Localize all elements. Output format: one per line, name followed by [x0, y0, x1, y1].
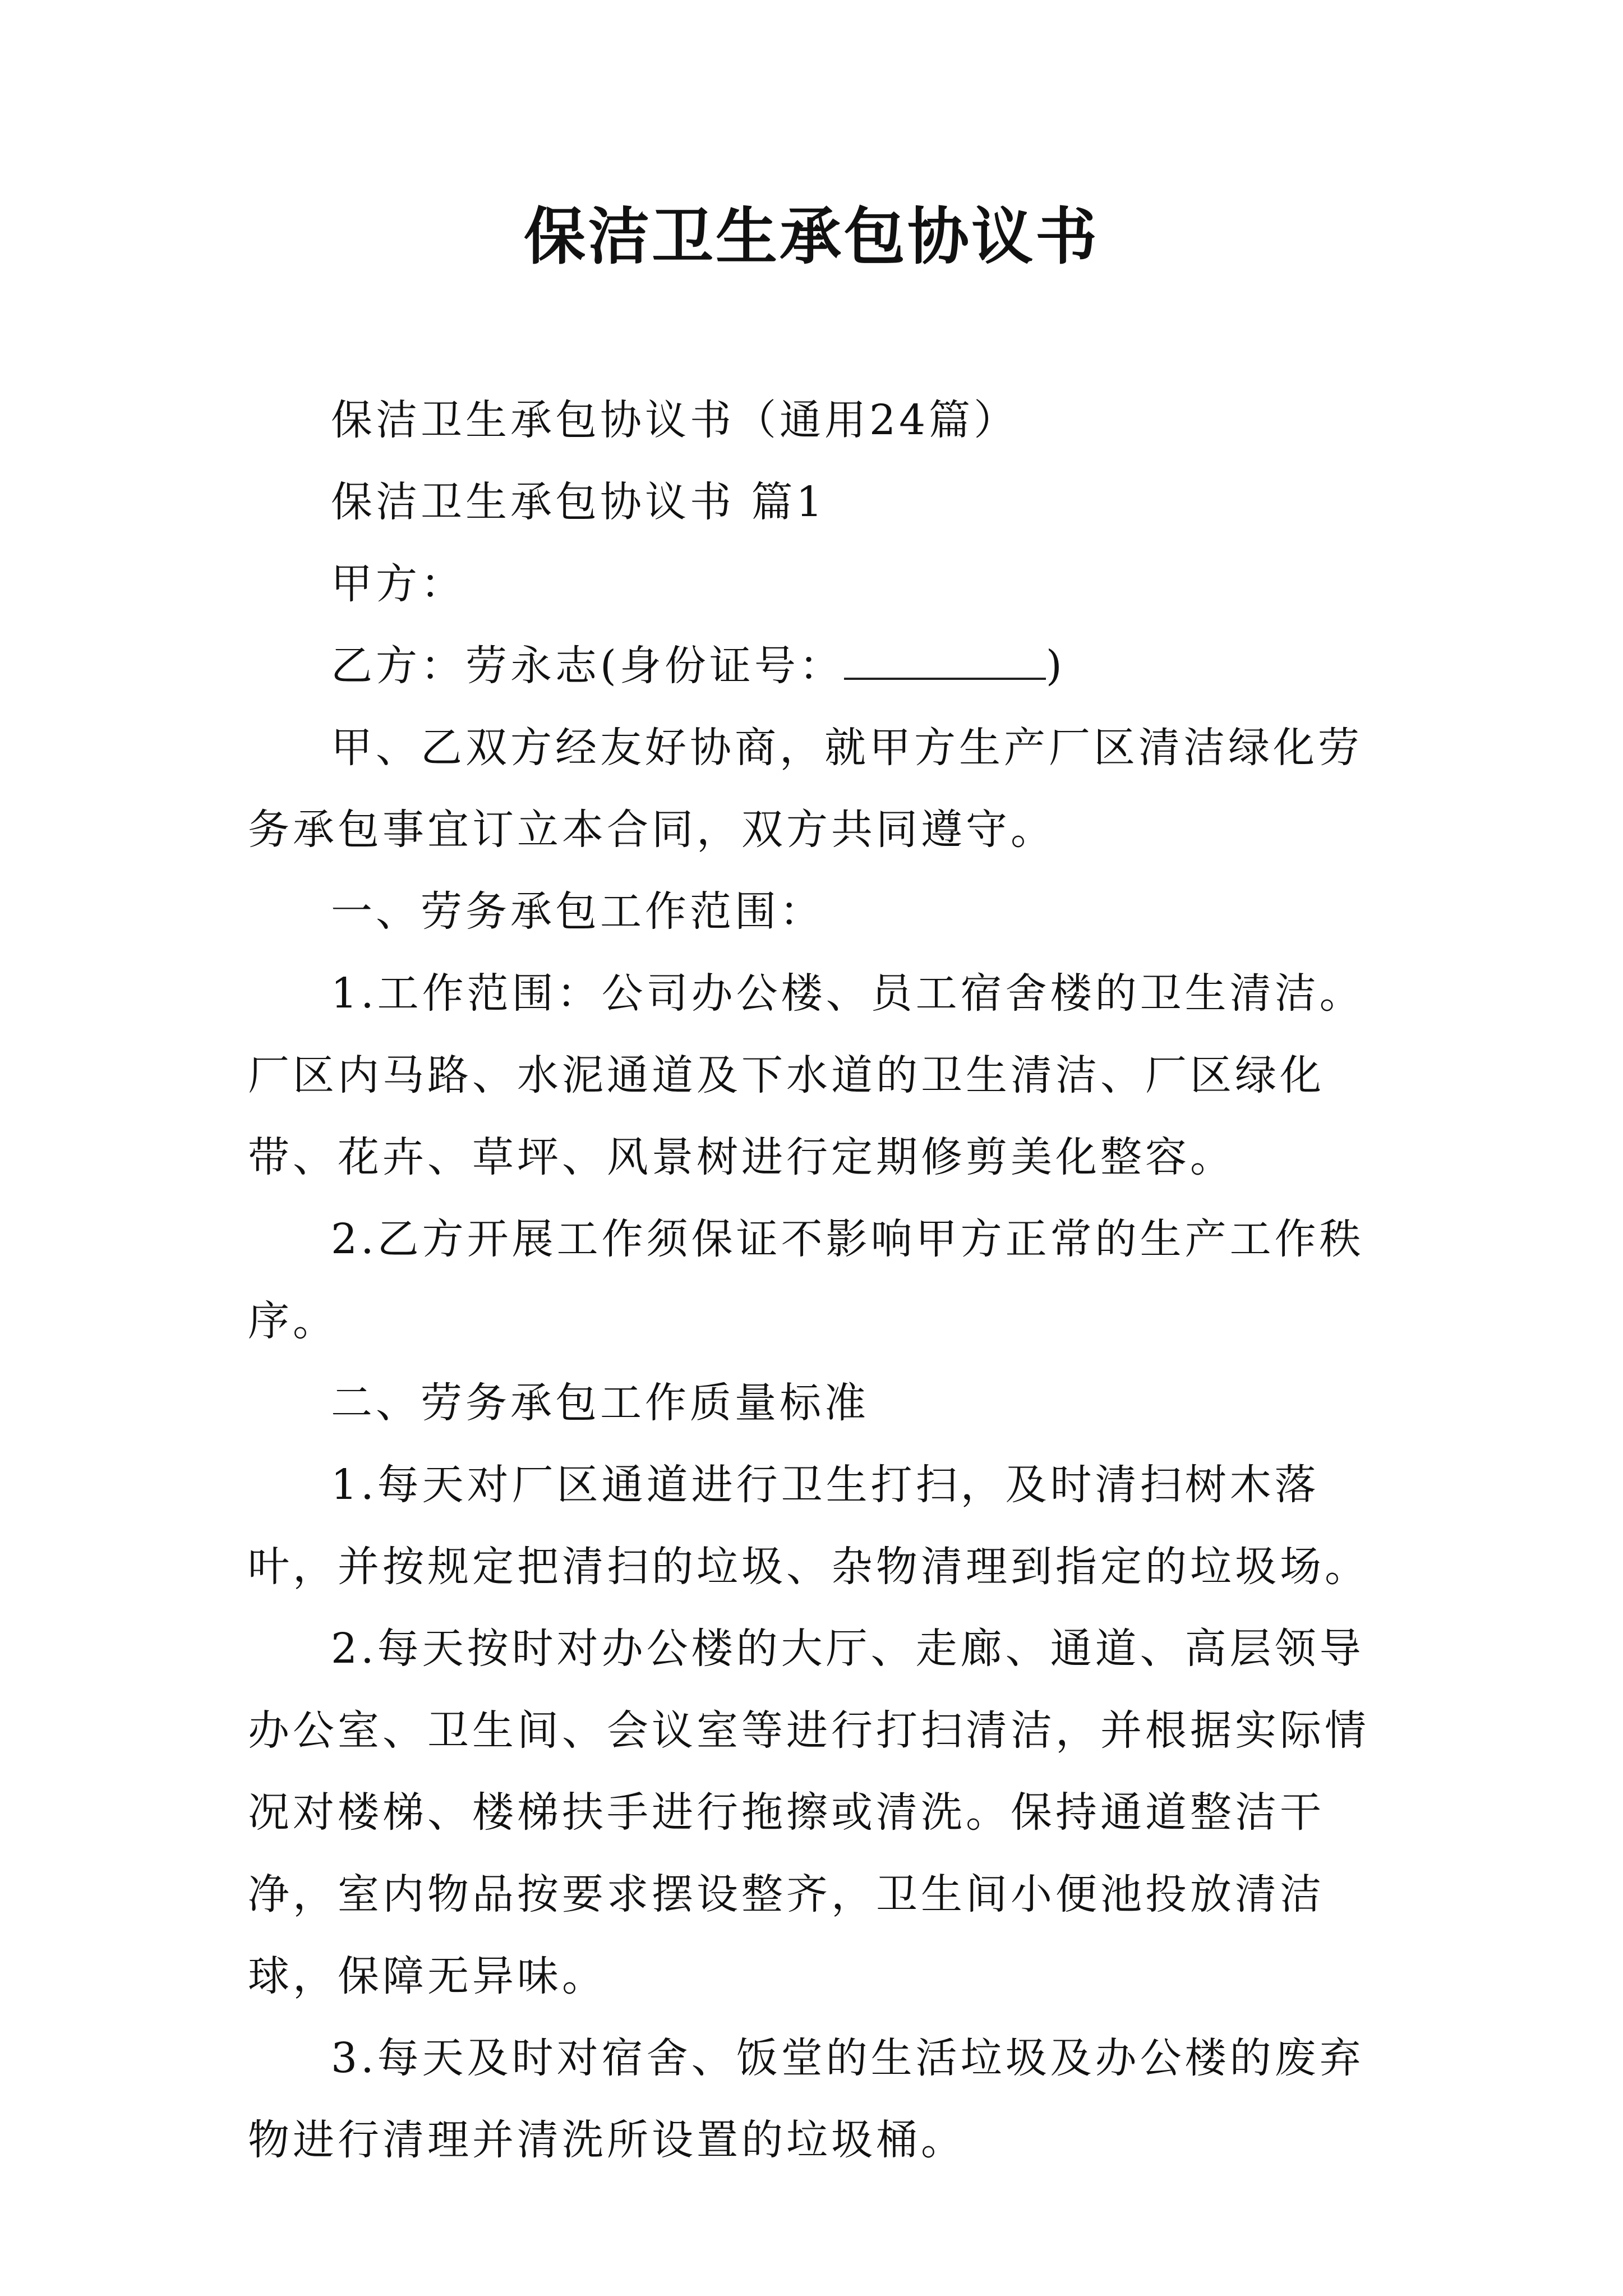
subtitle-paragraph: 保洁卫生承包协议书（通用24篇）: [331, 396, 1019, 444]
id-number-blank: [844, 644, 1046, 680]
quality-heading: 二、劳务承包工作质量标准: [331, 1379, 869, 1427]
section-heading-paragraph: 保洁卫生承包协议书 篇1: [331, 478, 826, 526]
scope-item-2: 2.乙方开展工作须保证不影响甲方正常的生产工作秩序。: [248, 1215, 1364, 1345]
party-b-text: 乙方：劳永志(身份证号：: [331, 642, 844, 690]
quality-item-2: 2.每天按时对办公楼的大厅、走廊、通道、高层领导办公室、卫生间、会议室等进行打扫清洁，并根据实际情况对楼梯、楼梯扶手进行拖擦或清洗。保持通道整洁干净，室内物品按要求摆设整齐，卫生间小便池投放清洁球，保障无异味。: [248, 1625, 1370, 2000]
document-title: 保洁卫生承包协议书: [524, 200, 1099, 273]
quality-item-1: 1.每天对厂区通道进行卫生打扫，及时清扫树木落叶，并按规定把清扫的垃圾、杂物清理到指定的垃圾场。: [248, 1461, 1370, 1591]
party-b-close: ): [1045, 642, 1066, 690]
party-b-paragraph: [248, 625, 1381, 707]
document-body: [248, 379, 1381, 2181]
intro-paragraph: 甲、乙双方经友好协商，就甲方生产厂区清洁绿化劳务承包事宜订立本合同，双方共同遵守。: [248, 724, 1363, 854]
scope-item-1: 1.工作范围：公司办公楼、员工宿舍楼的卫生清洁。厂区内马路、水泥通道及下水道的卫生清洁、厂区绿化带、花卉、草坪、风景树进行定期修剪美化整容。: [248, 969, 1364, 1181]
quality-item-3: 3.每天及时对宿舍、饭堂的生活垃圾及办公楼的废弃物进行清理并清洗所设置的垃圾桶。: [248, 2034, 1364, 2164]
party-a-paragraph: 甲方：: [331, 560, 465, 608]
scope-heading: 一、劳务承包工作范围：: [331, 887, 824, 936]
